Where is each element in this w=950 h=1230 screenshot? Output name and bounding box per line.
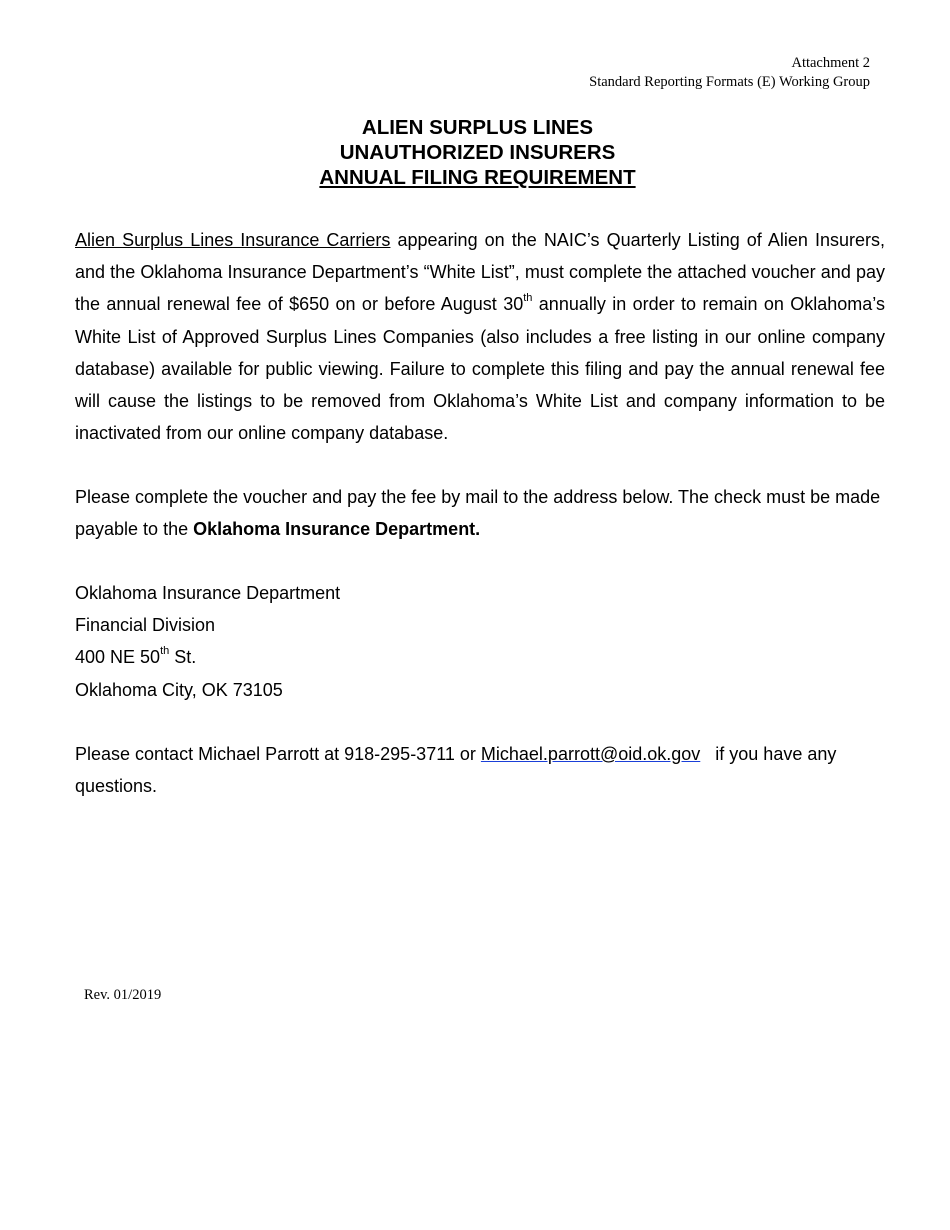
carriers-term: Alien Surplus Lines Insurance Carriers <box>75 230 391 250</box>
payment-text: Please complete the voucher and pay the fee by mail to the address below. The check must be made payable to the <box>75 487 881 540</box>
contact-text-part-1: Please contact Michael Parrott at 918-295-3711 or <box>75 744 481 764</box>
street-ordinal-suffix: th <box>160 645 170 658</box>
revision-date: Rev. 01/2019 <box>84 987 162 1003</box>
street-number: 400 NE 50 <box>75 647 161 668</box>
intro-text-part-1: appearing on the NAIC’s Quarterly Listing of Alien Insurers, and the Oklahoma Insurance Department’s “White List”, must complete the attached voucher and pay the annual renewal fee of $650 on or before August 30 <box>75 230 885 315</box>
contact-email-link[interactable]: Michael.parrott@oid.ok.gov <box>480 744 701 764</box>
contact-paragraph <box>75 738 855 802</box>
contact-text-part-2: if you have any questions. <box>75 744 842 797</box>
title-line-3: ANNUAL FILING REQUIREMENT <box>319 166 636 189</box>
intro-text-part-2: annually in order to remain on Oklahoma’s White List of Approved Surplus Lines Companies (also includes a free listing in our online company database) available for public viewing. Failure to complete this filing and pay the annual renewal fee will cause the listings to be removed from Oklahoma’s White List and company information to be inactivated from our online company database. <box>75 294 885 444</box>
date-ordinal-suffix: th <box>523 292 533 305</box>
title-line-1: ALIEN SURPLUS LINES <box>361 116 594 139</box>
mailing-address <box>75 577 885 706</box>
attachment-label: Attachment 2 <box>791 55 870 71</box>
document-header <box>589 54 870 92</box>
title-line-2: UNAUTHORIZED INSURERS <box>339 141 616 164</box>
payee-name: Oklahoma Insurance Department. <box>193 519 481 540</box>
document-title <box>0 115 950 190</box>
address-line-2: Financial Division <box>75 615 216 636</box>
street-type: St. <box>169 647 197 668</box>
payment-paragraph <box>75 481 885 545</box>
address-line-4: Oklahoma City, OK 73105 <box>75 679 283 700</box>
intro-paragraph <box>75 224 885 449</box>
working-group-label: Standard Reporting Formats (E) Working Group <box>589 74 870 90</box>
address-line-3 <box>75 641 885 673</box>
address-line-1: Oklahoma Insurance Department <box>75 583 341 603</box>
